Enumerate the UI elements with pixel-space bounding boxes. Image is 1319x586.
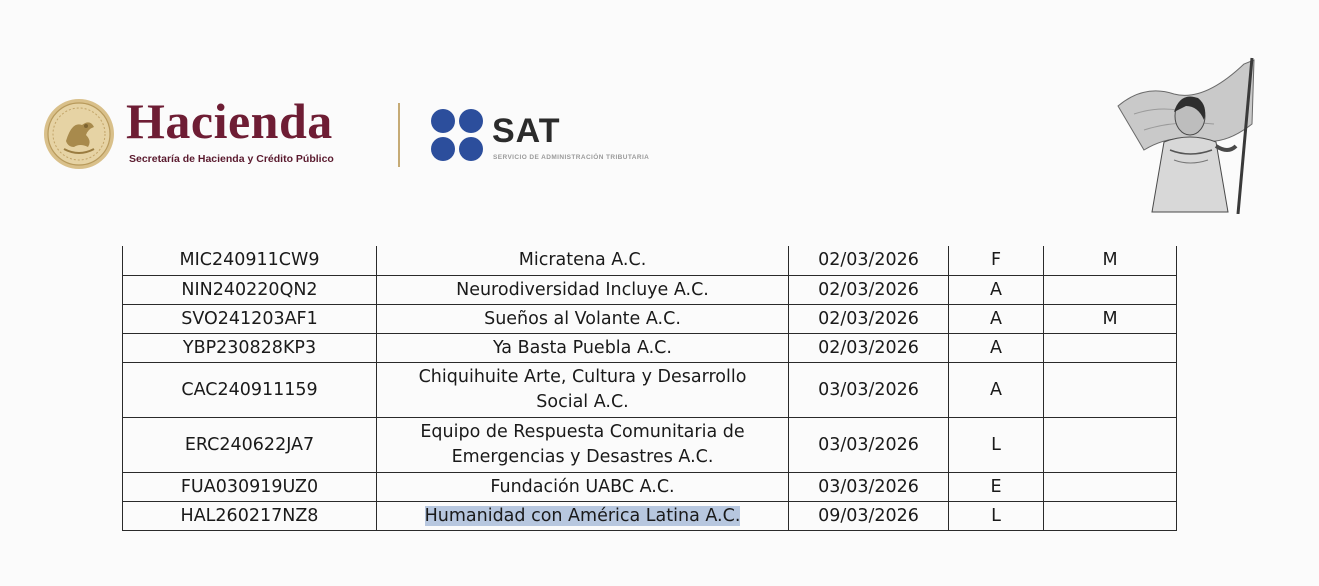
organization-name-line: Chiquihuite Arte, Cultura y Desarrollo: [418, 367, 747, 387]
code-cell: F: [949, 246, 1044, 276]
table-row: [123, 473, 1177, 502]
date-cell: 02/03/2026: [789, 246, 949, 276]
extra-cell: [1044, 276, 1177, 305]
extra-cell: [1044, 334, 1177, 363]
organization-name-cell: [377, 418, 789, 473]
organization-name-line: Social A.C.: [536, 392, 629, 412]
date-cell: 02/03/2026: [789, 305, 949, 334]
date-cell: 03/03/2026: [789, 418, 949, 473]
rfc-cell: HAL260217NZ8: [123, 502, 377, 531]
table-row: [123, 418, 1177, 473]
rfc-cell: MIC240911CW9: [123, 246, 377, 276]
table-row: [123, 363, 1177, 418]
heroine-with-flag-illustration-icon: [1104, 54, 1260, 214]
rfc-cell: SVO241203AF1: [123, 305, 377, 334]
rfc-cell: YBP230828KP3: [123, 334, 377, 363]
rfc-cell: CAC240911159: [123, 363, 377, 418]
date-cell: 02/03/2026: [789, 334, 949, 363]
table-row: [123, 502, 1177, 531]
table-row: [123, 246, 1177, 276]
extra-cell: M: [1044, 246, 1177, 276]
code-cell: A: [949, 305, 1044, 334]
coat-of-arms-seal-icon: [42, 97, 116, 171]
table-row: [123, 276, 1177, 305]
code-cell: A: [949, 363, 1044, 418]
code-cell: L: [949, 502, 1044, 531]
hacienda-logo-subtitle: Secretaría de Hacienda y Crédito Público: [129, 153, 334, 165]
rfc-cell: ERC240622JA7: [123, 418, 377, 473]
sat-logo-title: SAT: [492, 112, 561, 150]
extra-cell: [1044, 363, 1177, 418]
date-cell: 02/03/2026: [789, 276, 949, 305]
organizations-table: [122, 246, 1177, 531]
date-cell: 09/03/2026: [789, 502, 949, 531]
table-row: [123, 334, 1177, 363]
code-cell: A: [949, 276, 1044, 305]
rfc-cell: FUA030919UZ0: [123, 473, 377, 502]
organization-name-line: Equipo de Respuesta Comunitaria de: [420, 422, 745, 442]
organization-name-cell: Ya Basta Puebla A.C.: [377, 334, 789, 363]
organization-name-cell: [377, 363, 789, 418]
organization-name-cell: Neurodiversidad Incluye A.C.: [377, 276, 789, 305]
date-cell: 03/03/2026: [789, 363, 949, 418]
organization-name-cell: Sueños al Volante A.C.: [377, 305, 789, 334]
selected-text-highlight[interactable]: Humanidad con América Latina A.C.: [424, 505, 741, 526]
extra-cell: [1044, 418, 1177, 473]
extra-cell: [1044, 502, 1177, 531]
organization-name-cell: Fundación UABC A.C.: [377, 473, 789, 502]
organization-name-line: Emergencias y Desastres A.C.: [451, 447, 714, 467]
table-row: [123, 305, 1177, 334]
rfc-cell: NIN240220QN2: [123, 276, 377, 305]
sat-dots-icon: [430, 108, 486, 164]
sat-logo-subtitle: SERVICIO DE ADMINISTRACIÓN TRIBUTARIA: [493, 154, 650, 161]
organization-name-cell: Micratena A.C.: [377, 246, 789, 276]
extra-cell: M: [1044, 305, 1177, 334]
logo-divider: [398, 103, 400, 167]
organization-name-cell: [377, 502, 789, 531]
hacienda-logo-title: Hacienda: [126, 93, 333, 149]
date-cell: 03/03/2026: [789, 473, 949, 502]
code-cell: A: [949, 334, 1044, 363]
extra-cell: [1044, 473, 1177, 502]
code-cell: E: [949, 473, 1044, 502]
code-cell: L: [949, 418, 1044, 473]
document-header: [0, 0, 1319, 230]
